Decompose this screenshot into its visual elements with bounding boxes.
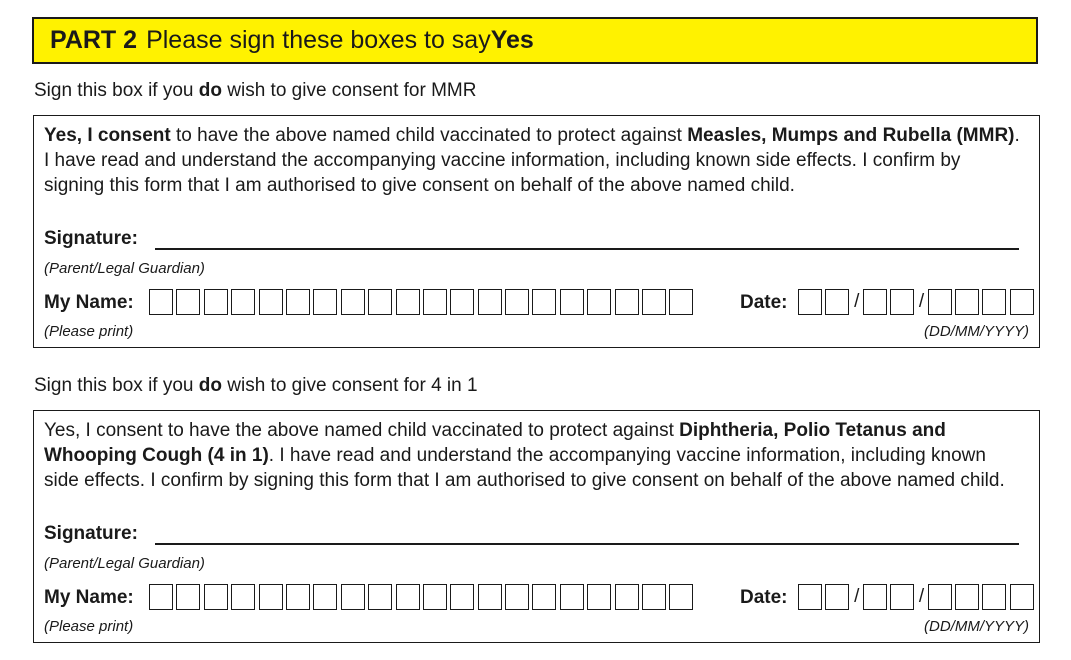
consent-text-2: . I have read and understand the accompanying vaccine information, including known side effects. I confirm by signing this form that I am authorised to give consent on behalf of the above named child.: [44, 445, 1005, 491]
date-year-box[interactable]: [928, 289, 952, 315]
consent-statement: [44, 418, 1024, 493]
signature-line[interactable]: [155, 248, 1019, 250]
name-letter-box[interactable]: [642, 584, 666, 610]
consent-disease: Diphtheria, Polio Tetanus and Whooping Cough (4 in 1): [44, 420, 946, 466]
instruction-pre: Sign this box if you: [34, 375, 199, 396]
name-label: My Name:: [44, 292, 134, 313]
four-in-one-consent-box: [33, 410, 1040, 643]
name-letter-box[interactable]: [478, 289, 502, 315]
part-header: [32, 17, 1038, 64]
name-letter-box[interactable]: [231, 584, 255, 610]
name-letter-box[interactable]: [450, 584, 474, 610]
date-year-box[interactable]: [1010, 289, 1034, 315]
name-letter-box[interactable]: [669, 289, 693, 315]
date-label: Date:: [740, 292, 788, 313]
name-letter-box[interactable]: [560, 289, 584, 315]
date-year-box[interactable]: [982, 289, 1006, 315]
consent-lead: Yes, I consent: [44, 125, 171, 146]
date-year-box[interactable]: [982, 584, 1006, 610]
date-boxes[interactable]: [798, 584, 1037, 610]
date-year-box[interactable]: [955, 289, 979, 315]
consent-statement: [44, 123, 1024, 198]
mmr-instruction: [34, 80, 476, 102]
name-hint: (Please print): [44, 618, 134, 635]
name-letter-box[interactable]: [396, 584, 420, 610]
name-letter-box[interactable]: [615, 584, 639, 610]
date-label: Date:: [740, 587, 788, 608]
name-letter-box[interactable]: [176, 584, 200, 610]
date-year-box[interactable]: [928, 584, 952, 610]
signer-role: (Parent/Legal Guardian): [44, 260, 205, 277]
name-letter-box[interactable]: [149, 289, 173, 315]
date-separator: /: [854, 291, 860, 312]
name-letter-box[interactable]: [669, 584, 693, 610]
name-letter-box[interactable]: [532, 289, 556, 315]
consent-text-2: . I have read and understand the accompanying vaccine information, including known side effects. I confirm by signing this form that I am authorised to give consent on behalf of the above named child.: [44, 125, 1020, 196]
name-boxes[interactable]: [149, 289, 697, 315]
name-letter-box[interactable]: [204, 289, 228, 315]
instruction-post: wish to give consent for MMR: [221, 80, 477, 101]
consent-text-1: to have the above named child vaccinated to protect against: [170, 125, 688, 146]
name-letter-box[interactable]: [532, 584, 556, 610]
name-letter-box[interactable]: [259, 584, 283, 610]
name-letter-box[interactable]: [560, 584, 584, 610]
name-letter-box[interactable]: [341, 584, 365, 610]
name-letter-box[interactable]: [478, 584, 502, 610]
mmr-consent-box: [33, 115, 1040, 348]
name-letter-box[interactable]: [423, 584, 447, 610]
name-letter-box[interactable]: [642, 289, 666, 315]
name-letter-box[interactable]: [149, 584, 173, 610]
date-separator: /: [918, 291, 925, 312]
name-letter-box[interactable]: [286, 289, 310, 315]
name-letter-box[interactable]: [368, 289, 392, 315]
name-letter-box[interactable]: [396, 289, 420, 315]
date-day-box[interactable]: [825, 289, 849, 315]
instruction-pre: Sign this box if you: [34, 80, 199, 101]
instruction-post: wish to give consent for 4 in 1: [221, 375, 478, 396]
date-month-box[interactable]: [890, 584, 914, 610]
date-boxes[interactable]: [798, 289, 1037, 315]
name-letter-box[interactable]: [423, 289, 447, 315]
signature-line[interactable]: [155, 543, 1019, 545]
name-letter-box[interactable]: [313, 289, 337, 315]
header-emphasis: Yes: [490, 26, 534, 54]
name-boxes[interactable]: [149, 584, 697, 610]
name-letter-box[interactable]: [587, 584, 611, 610]
name-hint: (Please print): [44, 323, 134, 340]
date-format: (DD/MM/YYYY): [924, 323, 1029, 340]
date-month-box[interactable]: [890, 289, 914, 315]
date-month-box[interactable]: [863, 289, 887, 315]
name-label: My Name:: [44, 587, 134, 608]
part-number: PART 2: [50, 26, 138, 54]
name-letter-box[interactable]: [176, 289, 200, 315]
consent-text-1: Yes, I consent to have the above named child vaccinated to protect against: [44, 420, 680, 441]
name-letter-box[interactable]: [313, 584, 337, 610]
date-day-box[interactable]: [825, 584, 849, 610]
signer-role: (Parent/Legal Guardian): [44, 555, 205, 572]
name-letter-box[interactable]: [368, 584, 392, 610]
signature-row: [44, 523, 1019, 549]
name-letter-box[interactable]: [505, 584, 529, 610]
four-in-one-instruction: [34, 375, 478, 397]
date-format: (DD/MM/YYYY): [924, 618, 1029, 635]
date-separator: /: [854, 586, 860, 607]
name-letter-box[interactable]: [231, 289, 255, 315]
signature-label: Signature:: [44, 228, 138, 249]
name-letter-box[interactable]: [587, 289, 611, 315]
name-letter-box[interactable]: [259, 289, 283, 315]
date-day-box[interactable]: [798, 289, 822, 315]
signature-label: Signature:: [44, 523, 138, 544]
date-year-box[interactable]: [955, 584, 979, 610]
date-day-box[interactable]: [798, 584, 822, 610]
name-letter-box[interactable]: [450, 289, 474, 315]
instruction-emphasis: do: [198, 80, 222, 101]
name-letter-box[interactable]: [204, 584, 228, 610]
header-text: Please sign these boxes to say: [146, 26, 491, 54]
consent-disease: Measles, Mumps and Rubella (MMR): [687, 125, 1015, 146]
date-month-box[interactable]: [863, 584, 887, 610]
name-letter-box[interactable]: [505, 289, 529, 315]
name-letter-box[interactable]: [341, 289, 365, 315]
signature-row: [44, 228, 1019, 254]
date-separator: /: [918, 586, 925, 607]
date-year-box[interactable]: [1010, 584, 1034, 610]
name-letter-box[interactable]: [286, 584, 310, 610]
name-letter-box[interactable]: [615, 289, 639, 315]
instruction-emphasis: do: [198, 375, 222, 396]
